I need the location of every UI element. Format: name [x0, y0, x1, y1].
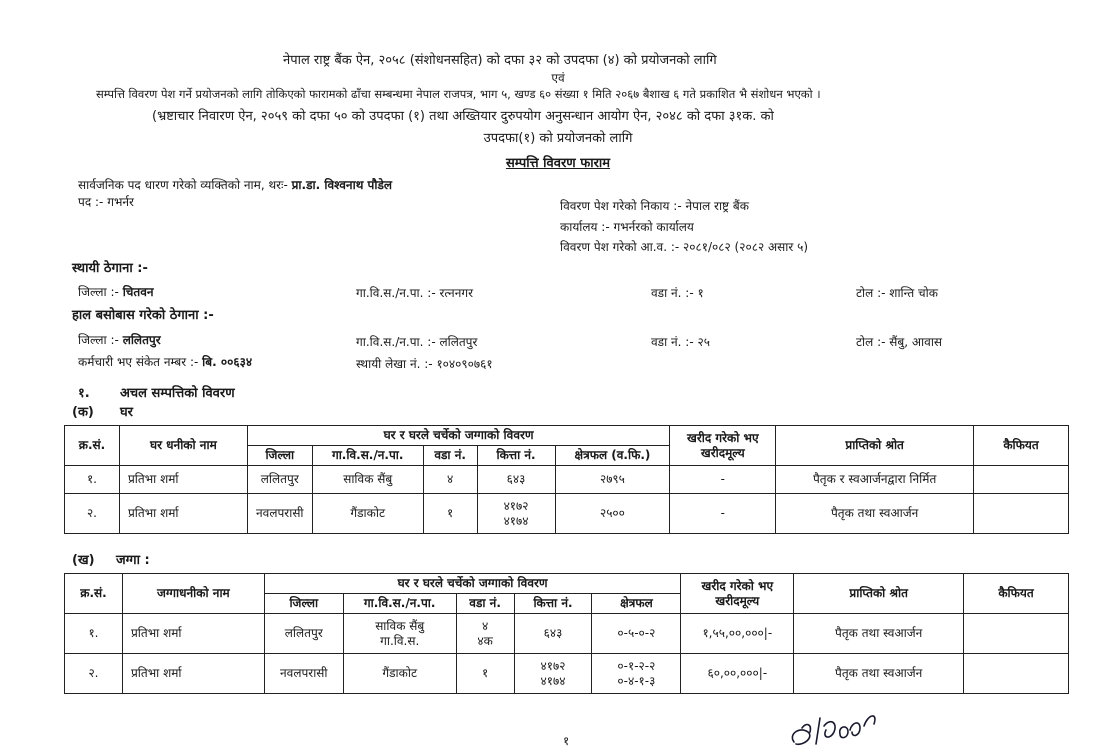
house-header-owner: घर धनीको नाम — [119, 426, 247, 466]
employee-number-value: बि. ००६३४ — [202, 355, 253, 369]
table-row — [65, 466, 1069, 494]
land-header-ward: वडा नं. — [456, 594, 514, 614]
land-header-group: घर र घरले चर्चेको जग्गाको विवरण — [264, 574, 681, 594]
table-row — [65, 614, 1069, 654]
land-row2-district: नवलपरासी — [264, 654, 343, 694]
land-label: (ख) — [72, 553, 95, 568]
current-vdc: गा.वि.स./न.पा. :- ललितपुर — [356, 335, 478, 349]
section-title: अचल सम्पत्तिको विवरण — [120, 386, 235, 401]
house-title: घर — [120, 405, 134, 420]
current-ward: वडा नं. :- २५ — [651, 335, 710, 349]
house-header-district: जिल्ला — [247, 446, 312, 466]
land-row1-ward-1: ४ — [481, 618, 489, 633]
house-table — [64, 425, 1069, 534]
header-line-1: नेपाल राष्ट्र बैंक ऐन, २०५८ (संशोधनसहित) को दफा ३२ को उपदफा (४) को प्रयोजनको लागि — [283, 53, 717, 68]
employee-number-label: कर्मचारी भए संकेत नम्बर :- — [78, 355, 199, 369]
house-header-group: घर र घरले चर्चेको जग्गाको विवरण — [247, 426, 670, 446]
header-line-2: एवं — [551, 71, 565, 85]
employee-number — [78, 353, 252, 370]
land-row1-vdc-2: गा.वि.स. — [380, 633, 420, 648]
land-header-kitta: कित्ता नं. — [514, 594, 592, 614]
signature — [786, 704, 896, 750]
house-label: (क) — [72, 405, 94, 420]
house-row2-source: पैतृक तथा स्वआर्जन — [776, 494, 974, 534]
land-table — [64, 573, 1069, 694]
land-header-remarks: कैफियत — [964, 574, 1069, 614]
fiscal-year: विवरण पेश गरेको आ.व. :- २०८१/०८२ (२०८२ असार ५) — [560, 240, 809, 254]
permanent-district-label: जिल्ला :- — [78, 285, 119, 299]
house-header-vdc: गा.वि.स./न.पा. — [312, 446, 423, 466]
permanent-tole: टोल :- शान्ति चोक — [856, 286, 938, 300]
land-row2-area — [592, 654, 681, 694]
form-title: सम्पत्ति विवरण फाराम — [505, 156, 611, 171]
house-row1-area: २७९५ — [555, 466, 670, 494]
land-header-area: क्षेत्रफल — [592, 594, 681, 614]
land-header-sn: क्र.सं. — [65, 574, 123, 614]
house-row2-kitta — [477, 494, 555, 534]
land-header-source: प्राप्तिको श्रोत — [794, 574, 964, 614]
current-address-heading: हाल बसोबास गरेको ठेगाना :- — [72, 308, 214, 323]
land-row2-source: पैतृक तथा स्वआर्जन — [794, 654, 964, 694]
person-name-label: सार्वजनिक पद धारण गरेको व्यक्तिको नाम, थरः- — [78, 178, 288, 192]
land-row1-owner: प्रतिभा शर्मा — [122, 614, 264, 654]
land-title: जग्गा : — [116, 553, 150, 568]
house-header-ward: वडा नं. — [423, 446, 477, 466]
land-row1-area: ०-५-०-२ — [592, 614, 681, 654]
person-post: पद :- गभर्नर — [78, 195, 134, 209]
person-name-line — [78, 176, 392, 193]
house-row1-ward: ४ — [423, 466, 477, 494]
house-row1-source: पैतृक र स्वआर्जनद्वारा निर्मित — [776, 466, 974, 494]
section-number: १. — [78, 386, 90, 401]
land-row1-sn: १. — [65, 614, 123, 654]
house-row1-kitta: ६४३ — [477, 466, 555, 494]
office: कार्यालय :- गभर्नरको कार्यालय — [560, 220, 694, 234]
permanent-address-heading: स्थायी ठेगाना :- — [72, 261, 148, 276]
permanent-district — [78, 283, 154, 300]
table-row — [65, 494, 1069, 534]
current-tole: टोल :- सैंबु, आवास — [856, 335, 943, 349]
land-row2-kitta — [514, 654, 592, 694]
land-row2-ward: १ — [456, 654, 514, 694]
land-row2-vdc: गैंडाकोट — [343, 654, 456, 694]
house-row2-price: - — [670, 494, 776, 534]
house-header-sn: क्र.सं. — [65, 426, 120, 466]
page-number: १ — [563, 734, 570, 748]
land-row1-vdc — [343, 614, 456, 654]
land-header-price: खरीद गरेको भए खरीदमूल्य — [681, 574, 794, 614]
house-row2-remarks — [974, 494, 1069, 534]
land-row2-area-2: ०-४-१-३ — [617, 673, 656, 688]
house-row2-kitta-2: ४१७४ — [503, 513, 529, 528]
person-name: प्रा.डा. विश्वनाथ पौडेल — [291, 178, 393, 192]
house-row1-sn: १. — [65, 466, 120, 494]
land-row1-remarks — [964, 614, 1069, 654]
land-row2-kitta-1: ४१७२ — [540, 658, 566, 673]
house-header-remarks: कैफियत — [974, 426, 1069, 466]
land-row2-kitta-2: ४१७४ — [540, 673, 566, 688]
land-row1-district: ललितपुर — [264, 614, 343, 654]
land-row1-ward — [456, 614, 514, 654]
header-line-4: (भ्रष्टाचार निवारण ऐन, २०५९ को दफा ५० को उपदफा (१) तथा अख्तियार दुरुपयोग अनुसन्धान आयोग ऐन, २०४८ को दफा ३१क. को — [152, 109, 774, 124]
permanent-vdc: गा.वि.स./न.पा. :- रत्ननगर — [356, 286, 474, 300]
permanent-ward: वडा नं. :- १ — [651, 286, 704, 300]
house-row1-remarks — [974, 466, 1069, 494]
land-row2-price: ६०,००,०००|- — [681, 654, 794, 694]
pan-number: स्थायी लेखा नं. :- १०४०९०७६१ — [356, 357, 493, 371]
house-row2-area: २५०० — [555, 494, 670, 534]
submitting-body: विवरण पेश गरेको निकाय :- नेपाल राष्ट्र बैंक — [560, 199, 749, 213]
land-row1-ward-2: ४क — [477, 633, 493, 648]
house-header-source: प्राप्तिको श्रोत — [776, 426, 974, 466]
house-row1-price: - — [670, 466, 776, 494]
permanent-district-value: चितवन — [122, 285, 154, 299]
current-district — [78, 331, 161, 348]
house-row2-district: नवलपरासी — [247, 494, 312, 534]
land-row2-area-1: ०-१-२-२ — [617, 658, 656, 673]
land-row1-source: पैतृक तथा स्वआर्जन — [794, 614, 964, 654]
house-header-area: क्षेत्रफल (व.फि.) — [555, 446, 670, 466]
land-header-owner: जग्गाधनीको नाम — [122, 574, 264, 614]
land-row2-sn: २. — [65, 654, 123, 694]
header-line-5: उपदफा(१) को प्रयोजनको लागि — [483, 131, 633, 146]
house-row2-vdc: गैंडाकोट — [312, 494, 423, 534]
house-row2-kitta-1: ४१७२ — [503, 498, 529, 513]
header-line-3: सम्पत्ति विवरण पेश गर्ने प्रयोजनको लागि तोकिएको फारामको ढाँचा सम्बन्धमा नेपाल राजपत्र, भाग ५, खण्ड ६० संख्या १ मिति २०६७ बैशाख ६ गते प्रकाशित भै संशोधन भएको । — [96, 87, 821, 101]
land-row1-vdc-1: साविक सैंबु — [375, 618, 425, 633]
land-row2-remarks — [964, 654, 1069, 694]
land-header-district: जिल्ला — [264, 594, 343, 614]
house-row2-owner: प्रतिभा शर्मा — [119, 494, 247, 534]
house-row1-owner: प्रतिभा शर्मा — [119, 466, 247, 494]
current-district-label: जिल्ला :- — [78, 333, 119, 347]
house-header-price: खरीद गरेको भए खरीदमूल्य — [670, 426, 776, 466]
land-row1-kitta: ६४३ — [514, 614, 592, 654]
house-row2-sn: २. — [65, 494, 120, 534]
land-row1-price: १,५५,००,०००|- — [681, 614, 794, 654]
house-row2-ward: १ — [423, 494, 477, 534]
house-row1-vdc: साविक सैंबु — [312, 466, 423, 494]
land-header-vdc: गा.वि.स./न.पा. — [343, 594, 456, 614]
house-row1-district: ललितपुर — [247, 466, 312, 494]
land-row2-owner: प्रतिभा शर्मा — [122, 654, 264, 694]
current-district-value: ललितपुर — [122, 333, 161, 347]
table-row — [65, 654, 1069, 694]
house-header-kitta: कित्ता नं. — [477, 446, 555, 466]
